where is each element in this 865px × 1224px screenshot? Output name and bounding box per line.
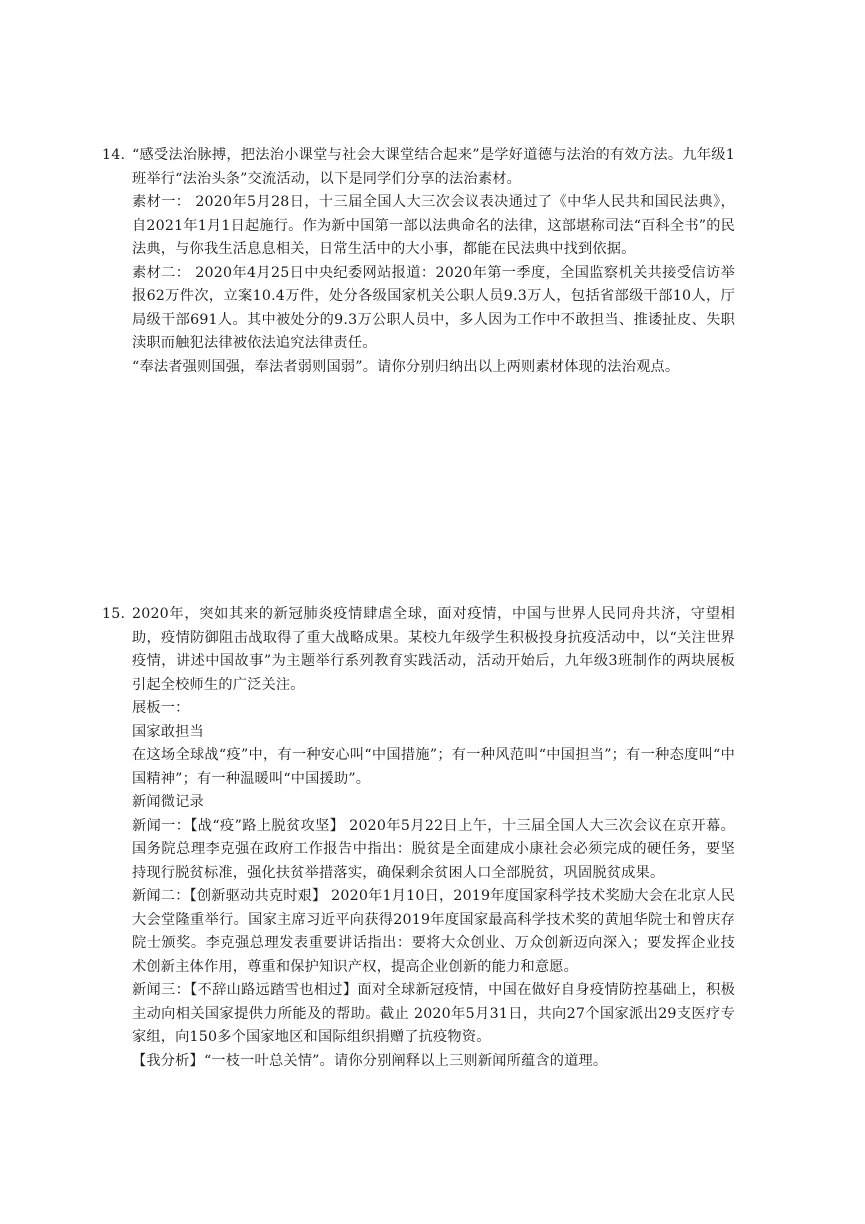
q15-news-title: 新闻微记录 — [132, 794, 204, 810]
q14-number: 14. — [102, 147, 126, 163]
q14-material-1: 素材一： 2020年5月28日，十三届全国人大三次会议表决通过了《中华人民共和国民法典》，自2021年1月1日起施行。作为新中国第一部以法典命名的法律，这部堪称司法“百科全书”的民法典，与你我生活息息相关，日常生活中的大小事，都能在民法典中找到依据。 — [132, 194, 735, 257]
q15-board-label: 展板一： — [132, 700, 190, 716]
q14-material-2: 素材二： 2020年4月25日中央纪委网站报道：2020年第一季度，全国监察机关共接受信访举报62万件次，立案10.4万件，处分各级国家机关公职人员9.3万人，包括省部级干部10人，厅局级干部691人。其中被处分的9.3万公职人员中，多人因为工作中不敢担当、推诿扯皮、失职渎职而触犯法律被依法追究法律责任。 — [132, 264, 735, 351]
q14-question: “奉法者强则国强，奉法者弱则国弱”。请你分别归纳出以上两则素材体现的法治观点。 — [132, 358, 680, 375]
question-15 — [102, 603, 735, 1073]
q15-news-3: 新闻三：【不辞山路远踏雪也相过】面对全球新冠疫情，中国在做好自身疫情防控基础上，积极主动向相关国家提供力所能及的帮助。截止 2020年5月31日，共向27个国家派出29支医疗专家组，向150多个国家地区和国际组织捐赠了抗疫物资。 — [132, 982, 735, 1045]
q15-stem-paragraph — [102, 603, 735, 697]
q15-section-title: 国家敢担当 — [132, 723, 204, 740]
q15-number: 15. — [102, 606, 126, 622]
q15-section-text: 在这场全球战“疫”中，有一种安心叫“中国措施”；有一种风范叫“中国担当”；有一种态度叫“中国精神”；有一种温暖叫“中国援助”。 — [132, 747, 735, 787]
q15-news-1: 新闻一：【战“疫”路上脱贫攻坚】 2020年5月22日上午，十三届全国人大三次会议在京开幕。国务院总理李克强在政府工作报告中指出：脱贫是全面建成小康社会必须完成的硬任务，要坚持现行脱贫标准，强化扶贫举措落实，确保剩余贫困人口全部脱贫，巩固脱贫成果。 — [132, 817, 735, 881]
question-14 — [102, 144, 735, 379]
q15-stem: 2020年，突如其来的新冠肺炎疫情肆虐全球，面对疫情，中国与世界人民同舟共济，守望相助，疫情防御阻击战取得了重大战略成果。某校九年级学生积极投身抗疫活动中，以“关注世界疫情，讲述中国故事”为主题举行系列教育实践活动，活动开始后，九年级3班制作的两块展板引起全校师生的广泛关注。 — [132, 606, 735, 693]
q14-stem: “感受法治脉搏，把法治小课堂与社会大课堂结合起来”是学好道德与法治的有效方法。九年级1班举行“法治头条”交流活动，以下是同学们分享的法治素材。 — [132, 147, 735, 187]
q15-analysis: 【我分析】“一枝一叶总关情”。请你分别阐释以上三则新闻所蕴含的道理。 — [132, 1052, 608, 1069]
q14-stem-paragraph — [102, 144, 735, 191]
q15-news-2: 新闻二：【创新驱动共克时艰】 2020年1月10日，2019年度国家科学技术奖励大会在北京人民大会堂隆重举行。国家主席习近平向获得2019年度国家最高科学技术奖的黄旭华院士和曾庆存院士颁奖。李克强总理发表重要讲话指出：要将大众创业、万众创新迈向深入；要发挥企业技术创新主体作用，尊重和保护知识产权，提高企业创新的能力和意愿。 — [132, 888, 735, 975]
